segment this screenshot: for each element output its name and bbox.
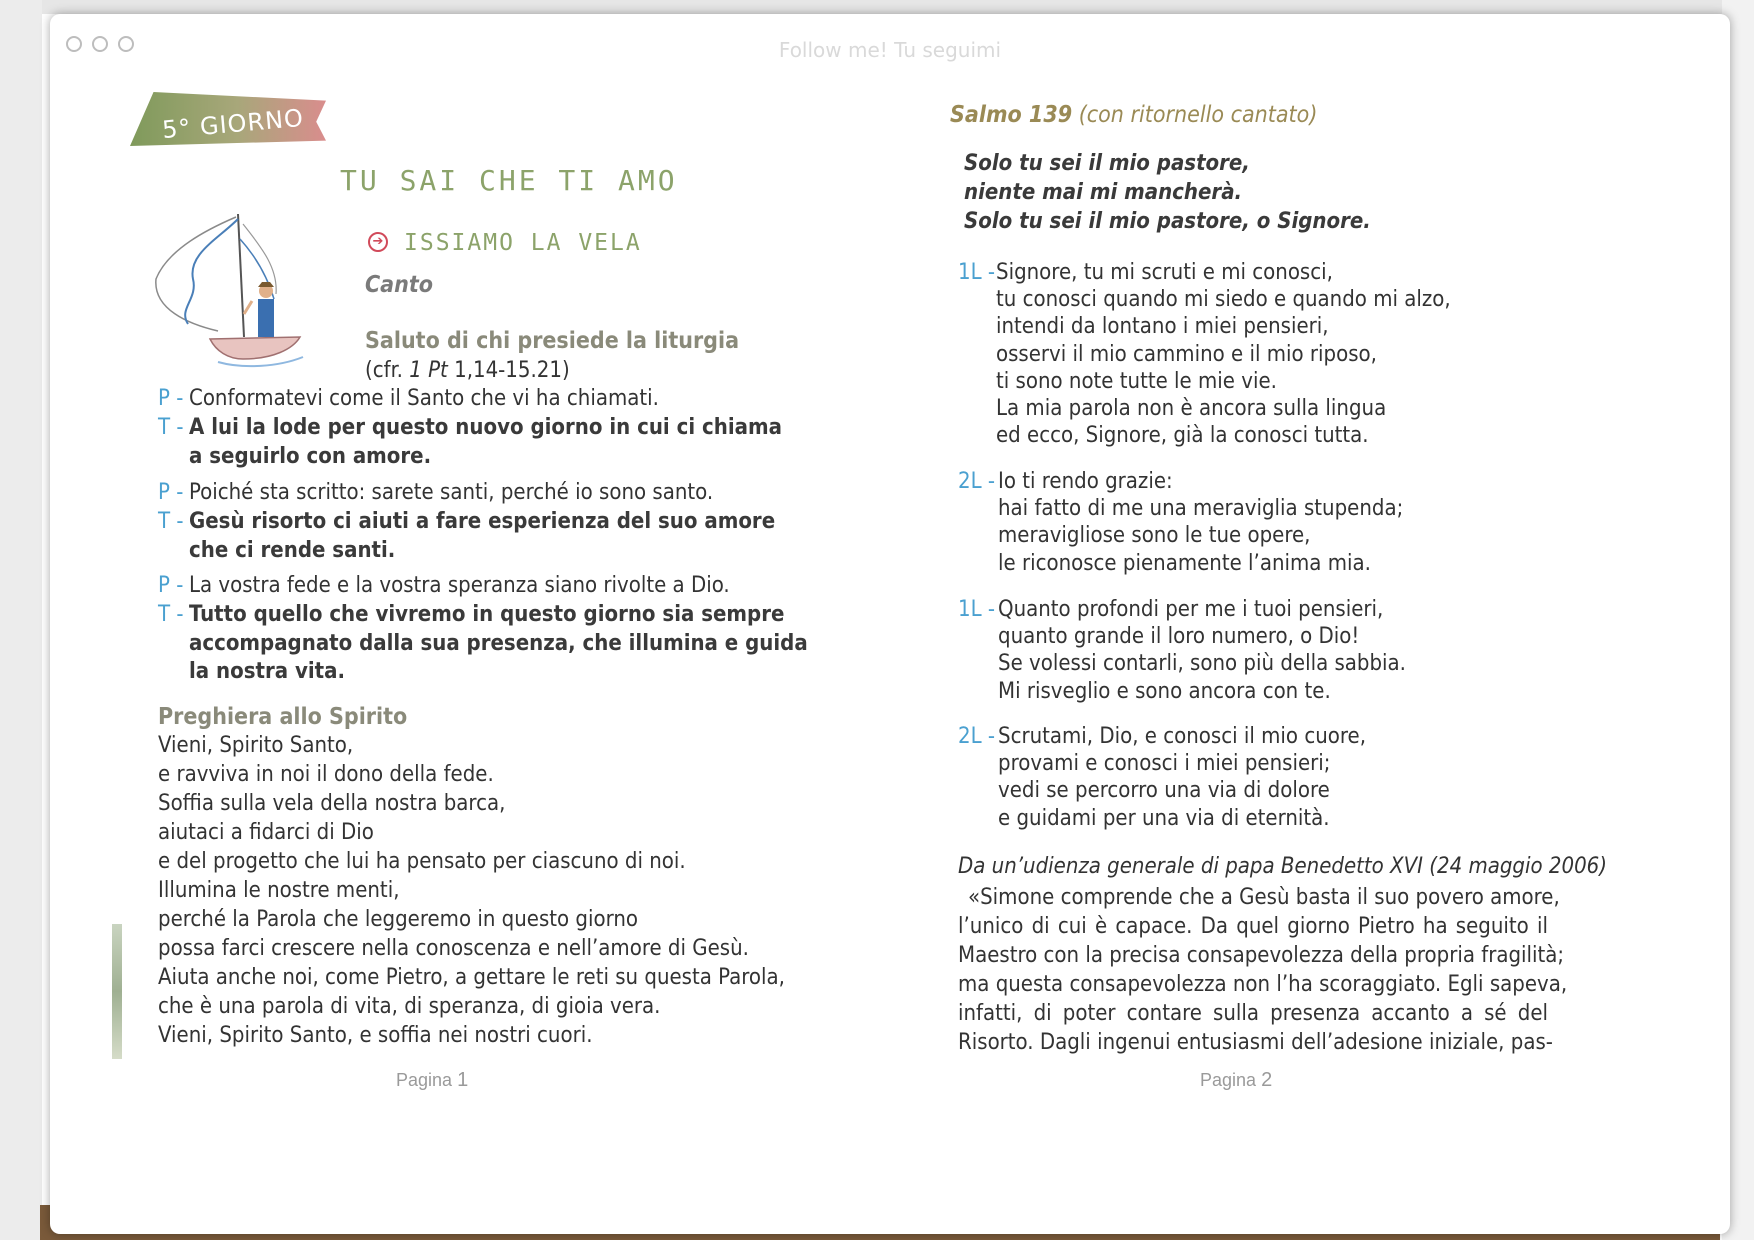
prayer-heading: Preghiera allo Spirito bbox=[158, 704, 408, 730]
paragraph-line: l’unico di cui è capace. Da quel giorno Pietro ha seguito il bbox=[958, 914, 1548, 939]
page-label: Pagina bbox=[396, 1070, 453, 1090]
page-number-value: 2 bbox=[1261, 1069, 1273, 1091]
dialogue-line: la nostra vita. bbox=[189, 659, 345, 684]
sailboat-illustration bbox=[148, 199, 313, 369]
prayer-line: Soffia sulla vela della nostra barca, bbox=[158, 791, 506, 816]
psalm-heading bbox=[950, 102, 1317, 128]
prayer-line: Illumina le nostre menti, bbox=[158, 878, 400, 903]
paragraph-line: ma questa consapevolezza non l’ha scoraggiato. Egli sapeva, bbox=[958, 972, 1568, 997]
section-title: ISSIAMO LA VELA bbox=[404, 230, 642, 256]
stanza-marker: 1L - bbox=[958, 260, 996, 285]
stanza-line: Mi risveglio e sono ancora con te. bbox=[998, 678, 1331, 704]
prayer-line: e ravviva in noi il dono della fede. bbox=[158, 762, 494, 787]
dialogue-line: che ci rende santi. bbox=[189, 537, 396, 563]
day-label: 5° GIORNO bbox=[161, 103, 305, 145]
psalm-title: Salmo 139 bbox=[950, 102, 1073, 128]
stanza-line: intendi da lontano i miei pensieri, bbox=[996, 314, 1329, 340]
dialogue-marker: T - bbox=[158, 509, 184, 534]
stanza-line: tu conosci quando mi siedo e quando mi alzo, bbox=[996, 287, 1451, 313]
dialogue-line: La vostra fede e la vostra speranza siano rivolte a Dio. bbox=[189, 573, 730, 598]
page-title: TU SAI CHE TI AMO bbox=[340, 164, 678, 197]
page-number-2 bbox=[1200, 1069, 1272, 1092]
dialogue-marker: T - bbox=[158, 602, 184, 627]
greeting-reference bbox=[365, 358, 570, 383]
desktop-left-edge bbox=[0, 0, 42, 1240]
stanza-line: Scrutami, Dio, e conosci il mio cuore, bbox=[998, 724, 1366, 749]
window-title: Follow me! Tu seguimi bbox=[778, 38, 1002, 62]
stanza-marker: 1L - bbox=[958, 597, 996, 622]
stanza-line: e guidami per una via di eternità. bbox=[998, 805, 1330, 831]
dialogue-line: a seguirlo con amore. bbox=[189, 443, 432, 469]
stanza-line: Quanto profondi per me i tuoi pensieri, bbox=[998, 597, 1384, 622]
desktop-top-edge bbox=[0, 0, 1754, 14]
page-number-1 bbox=[396, 1069, 468, 1092]
dialogue-line: Poiché sta scritto: sarete santi, perché io sono santo. bbox=[189, 480, 714, 505]
stanza-line: Io ti rendo grazie: bbox=[998, 469, 1173, 494]
paragraph-line: Maestro con la precisa consapevolezza della propria fragilità; bbox=[958, 943, 1565, 968]
refrain-line: Solo tu sei il mio pastore, bbox=[964, 151, 1250, 176]
prayer-line: e del progetto che lui ha pensato per ciascuno di noi. bbox=[158, 849, 686, 874]
dialogue-line: accompagnato dalla sua presenza, che illumina e guida bbox=[189, 630, 808, 656]
stanza-line: Se volessi contarli, sono più della sabbia. bbox=[998, 651, 1406, 677]
stanza-line: quanto grande il loro numero, o Dio! bbox=[998, 624, 1360, 650]
dialogue-line: Gesù risorto ci aiuti a fare esperienza del suo amore bbox=[189, 509, 776, 534]
stanza-line: hai fatto di me una meraviglia stupenda; bbox=[998, 496, 1404, 522]
stanza-line: Signore, tu mi scruti e mi conosci, bbox=[996, 260, 1333, 285]
page-number-value: 1 bbox=[457, 1069, 469, 1091]
dialogue-marker: P - bbox=[158, 480, 184, 505]
greeting-ref-pre: (cfr. bbox=[365, 358, 410, 383]
page-edge-scrap bbox=[112, 924, 122, 1059]
dialogue-line: Conformatevi come il Santo che vi ha chiamati. bbox=[189, 386, 659, 411]
stanza-marker: 2L - bbox=[958, 724, 996, 749]
canto-heading: Canto bbox=[365, 272, 433, 298]
arrow-circle-icon: ➔ bbox=[368, 232, 388, 252]
dialogue-line: A lui la lode per questo nuovo giorno in cui ci chiama bbox=[189, 415, 782, 440]
dialogue-marker: P - bbox=[158, 386, 184, 411]
paragraph-line: «Simone comprende che a Gesù basta il suo povero amore, bbox=[968, 885, 1560, 910]
greeting-heading: Saluto di chi presiede la liturgia bbox=[365, 328, 740, 354]
stanza-line: vedi se percorro una via di dolore bbox=[998, 778, 1330, 804]
refrain-line: Solo tu sei il mio pastore, o Signore. bbox=[964, 209, 1371, 234]
psalm-note: (con ritornello cantato) bbox=[1078, 102, 1318, 128]
dialogue-line: Tutto quello che vivremo in questo giorno sia sempre bbox=[189, 602, 785, 627]
prayer-line: possa farci crescere nella conoscenza e nell’amore di Gesù. bbox=[158, 936, 749, 961]
dialogue-marker: P - bbox=[158, 573, 184, 598]
stanza-line: le riconosce pienamente l’anima mia. bbox=[998, 550, 1371, 576]
prayer-line: Vieni, Spirito Santo, e soffia nei nostri cuori. bbox=[158, 1023, 593, 1048]
prayer-line: che è una parola di vita, di speranza, di gioia vera. bbox=[158, 994, 661, 1019]
prayer-line: aiutaci a fidarci di Dio bbox=[158, 820, 374, 845]
stanza-line: meravigliose sono le tue opere, bbox=[998, 523, 1311, 549]
stanza-line: ti sono note tutte le mie vie. bbox=[996, 368, 1277, 394]
page-label: Pagina bbox=[1200, 1070, 1257, 1090]
greeting-ref-post: 1,14-15.21) bbox=[447, 358, 570, 383]
paragraph-line: infatti, di poter contare sulla presenza accanto a sé del bbox=[958, 1001, 1548, 1026]
viewer-window bbox=[50, 14, 1730, 1234]
stanza-line: La mia parola non è ancora sulla lingua bbox=[996, 396, 1387, 421]
refrain-line: niente mai mi mancherà. bbox=[964, 180, 1243, 205]
stanza-line: ed ecco, Signore, già la conosci tutta. bbox=[996, 423, 1369, 449]
stanza-line: provami e conosci i miei pensieri; bbox=[998, 751, 1331, 777]
stanza-marker: 2L - bbox=[958, 469, 996, 494]
dialogue-marker: T - bbox=[158, 415, 184, 440]
audience-heading: Da un’udienza generale di papa Benedetto XVI (24 maggio 2006) bbox=[958, 854, 1607, 879]
prayer-line: perché la Parola che leggeremo in questo giorno bbox=[158, 907, 639, 932]
paragraph-line: Risorto. Dagli ingenui entusiasmi dell’adesione iniziale, pas- bbox=[958, 1030, 1553, 1055]
prayer-line: Vieni, Spirito Santo, bbox=[158, 733, 354, 758]
stanza-line: osservi il mio cammino e il mio riposo, bbox=[996, 341, 1377, 367]
prayer-line: Aiuta anche noi, come Pietro, a gettare le reti su questa Parola, bbox=[158, 965, 785, 990]
greeting-ref-book: 1 Pt bbox=[409, 358, 448, 383]
